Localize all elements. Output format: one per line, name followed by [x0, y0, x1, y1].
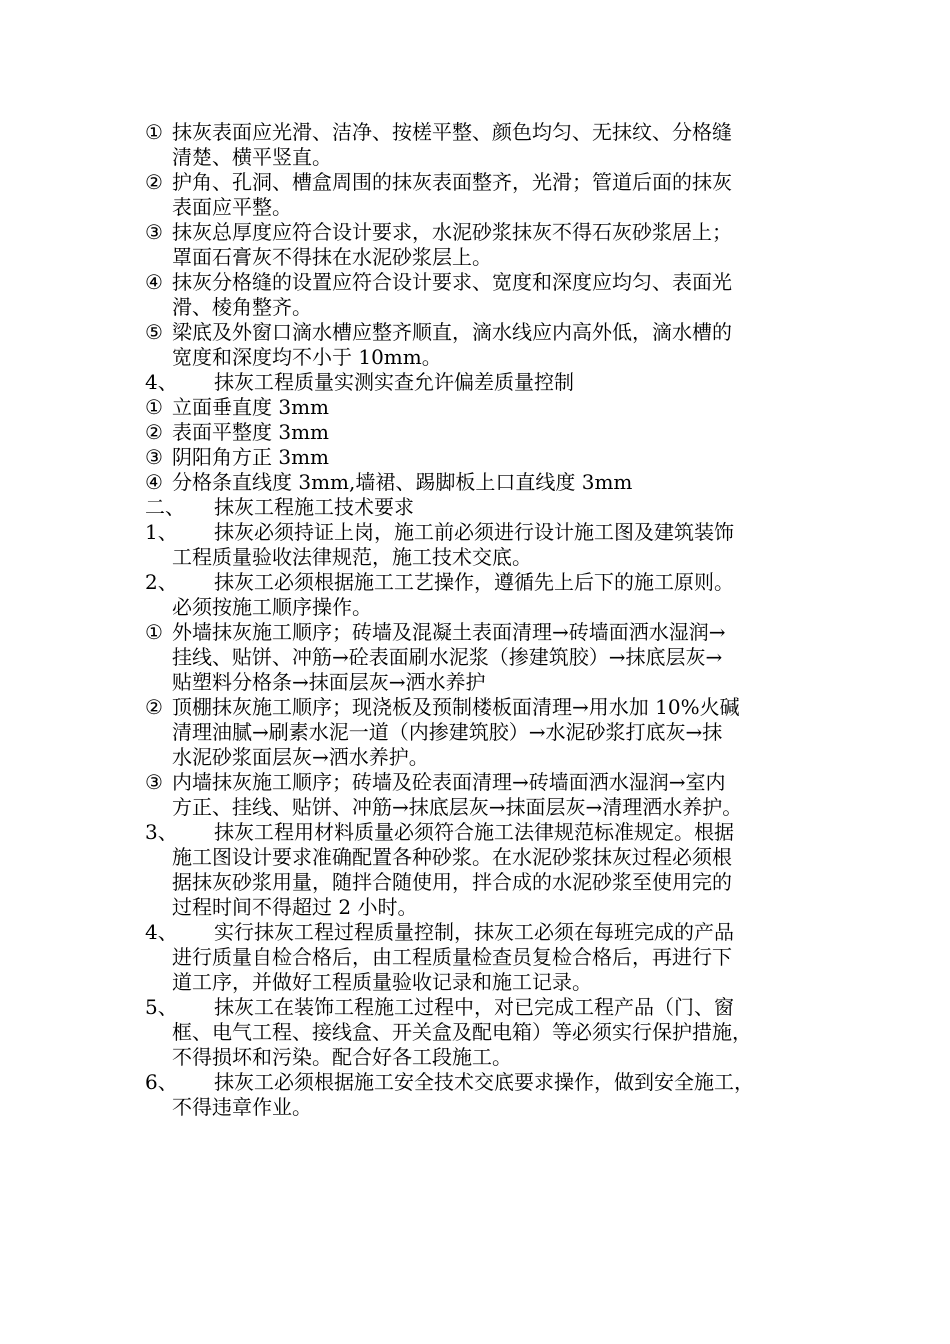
item-marker: ① [145, 120, 163, 144]
text-line [0, 970, 950, 995]
item-marker: ④ [145, 470, 163, 494]
item-marker: ④ [145, 270, 163, 294]
item-text: 方正、挂线、贴饼、冲筋→抹底层灰→抹面层灰→清理洒水养护。 [172, 795, 743, 819]
text-line [0, 720, 950, 745]
item-text: 罩面石膏灰不得抹在水泥砂浆层上。 [172, 245, 492, 269]
text-line [0, 195, 950, 220]
item-marker: 3、 [145, 820, 178, 844]
text-line [0, 545, 950, 570]
item-text: 贴塑料分格条→抹面层灰→洒水养护 [172, 670, 486, 694]
item-text: 外墙抹灰施工顺序；砖墙及混凝土表面清理→砖墙面洒水湿润→ [172, 620, 726, 644]
text-line [0, 995, 950, 1020]
item-text: 不得违章作业。 [172, 1095, 312, 1119]
text-line [0, 445, 950, 470]
text-line [0, 420, 950, 445]
item-marker: 4、 [145, 370, 178, 394]
text-line [0, 795, 950, 820]
item-marker: ⑤ [145, 320, 163, 344]
document-body [0, 120, 950, 1120]
text-line [0, 695, 950, 720]
item-marker: 5、 [145, 995, 178, 1019]
text-line [0, 220, 950, 245]
item-text: 不得损坏和污染。配合好各工段施工。 [172, 1045, 512, 1069]
text-line [0, 170, 950, 195]
item-text: 护角、孔洞、槽盒周围的抹灰表面整齐，光滑；管道后面的抹灰 [172, 170, 732, 194]
item-text: 抹灰工程施工技术要求 [214, 495, 414, 519]
text-line [0, 320, 950, 345]
text-line [0, 245, 950, 270]
item-marker: ① [145, 620, 163, 644]
text-line [0, 1095, 950, 1120]
item-text: 顶棚抹灰施工顺序；现浇板及预制楼板面清理→用水加 10%火碱 [172, 695, 740, 719]
item-text: 分格条直线度 3mm,墙裙、踢脚板上口直线度 3mm [172, 470, 633, 494]
item-marker: 2、 [145, 570, 178, 594]
item-text: 滑、棱角整齐。 [172, 295, 312, 319]
text-line [0, 270, 950, 295]
item-text: 抹灰工必须根据施工工艺操作，遵循先上后下的施工原则。 [214, 570, 734, 594]
text-line [0, 470, 950, 495]
text-line [0, 920, 950, 945]
item-marker: ③ [145, 445, 163, 469]
text-line [0, 495, 950, 520]
text-line [0, 570, 950, 595]
item-text: 抹灰必须持证上岗，施工前必须进行设计施工图及建筑装饰 [214, 520, 734, 544]
item-text: 清楚、横平竖直。 [172, 145, 332, 169]
text-line [0, 670, 950, 695]
item-text: 过程时间不得超过 2 小时。 [172, 895, 418, 919]
item-text: 表面应平整。 [172, 195, 292, 219]
item-text: 施工图设计要求准确配置各种砂浆。在水泥砂浆抹灰过程必须根 [172, 845, 732, 869]
item-text: 梁底及外窗口滴水槽应整齐顺直，滴水线应内高外低，滴水槽的 [172, 320, 732, 344]
item-text: 宽度和深度均不小于 10mm。 [172, 345, 442, 369]
text-line [0, 745, 950, 770]
text-line [0, 370, 950, 395]
text-line [0, 1045, 950, 1070]
item-text: 工程质量验收法律规范，施工技术交底。 [172, 545, 532, 569]
text-line [0, 1070, 950, 1095]
text-line [0, 520, 950, 545]
text-line [0, 145, 950, 170]
text-line [0, 345, 950, 370]
item-marker: ② [145, 695, 163, 719]
text-line [0, 870, 950, 895]
item-text: 内墙抹灰施工顺序；砖墙及砼表面清理→砖墙面洒水湿润→室内 [172, 770, 726, 794]
item-text: 清理油腻→刷素水泥一道（内掺建筑胶）→水泥砂浆打底灰→抹 [172, 720, 723, 744]
text-line [0, 820, 950, 845]
item-marker: ② [145, 170, 163, 194]
item-text: 必须按施工顺序操作。 [172, 595, 372, 619]
item-text: 表面平整度 3mm [172, 420, 330, 444]
item-text: 抹灰工程质量实测实查允许偏差质量控制 [214, 370, 574, 394]
item-marker: ② [145, 420, 163, 444]
text-line [0, 1020, 950, 1045]
item-marker: ③ [145, 770, 163, 794]
item-text: 抹灰表面应光滑、洁净、按槎平整、颜色均匀、无抹纹、分格缝 [172, 120, 732, 144]
item-marker: 1、 [145, 520, 178, 544]
text-line [0, 945, 950, 970]
text-line [0, 395, 950, 420]
item-text: 道工序，并做好工程质量验收记录和施工记录。 [172, 970, 592, 994]
text-line [0, 845, 950, 870]
item-text: 立面垂直度 3mm [172, 395, 330, 419]
item-text: 框、电气工程、接线盒、开关盒及配电箱）等必须实行保护措施， [172, 1020, 752, 1044]
item-text: 水泥砂浆面层灰→洒水养护。 [172, 745, 429, 769]
text-line [0, 895, 950, 920]
item-text: 抹灰工必须根据施工安全技术交底要求操作，做到安全施工， [214, 1070, 754, 1094]
item-text: 进行质量自检合格后，由工程质量检查员复检合格后，再进行下 [172, 945, 732, 969]
text-line [0, 295, 950, 320]
item-text: 阴阳角方正 3mm [172, 445, 330, 469]
text-line [0, 120, 950, 145]
item-text: 挂线、贴饼、冲筋→砼表面刷水泥浆（掺建筑胶）→抹底层灰→ [172, 645, 723, 669]
item-marker: 6、 [145, 1070, 178, 1094]
item-marker: ③ [145, 220, 163, 244]
item-marker: ① [145, 395, 163, 419]
item-text: 抹灰工程用材料质量必须符合施工法律规范标准规定。根据 [214, 820, 734, 844]
text-line [0, 645, 950, 670]
item-text: 据抹灰砂浆用量，随拌合随使用，拌合成的水泥砂浆至使用完的 [172, 870, 732, 894]
item-marker: 4、 [145, 920, 178, 944]
item-text: 抹灰总厚度应符合设计要求，水泥砂浆抹灰不得石灰砂浆居上； [172, 220, 732, 244]
item-text: 抹灰工在装饰工程施工过程中，对已完成工程产品（门、窗 [214, 995, 734, 1019]
text-line [0, 620, 950, 645]
item-text: 实行抹灰工程过程质量控制，抹灰工必须在每班完成的产品 [214, 920, 734, 944]
item-text: 抹灰分格缝的设置应符合设计要求、宽度和深度应均匀、表面光 [172, 270, 732, 294]
text-line [0, 595, 950, 620]
text-line [0, 770, 950, 795]
item-marker: 二、 [145, 495, 185, 519]
